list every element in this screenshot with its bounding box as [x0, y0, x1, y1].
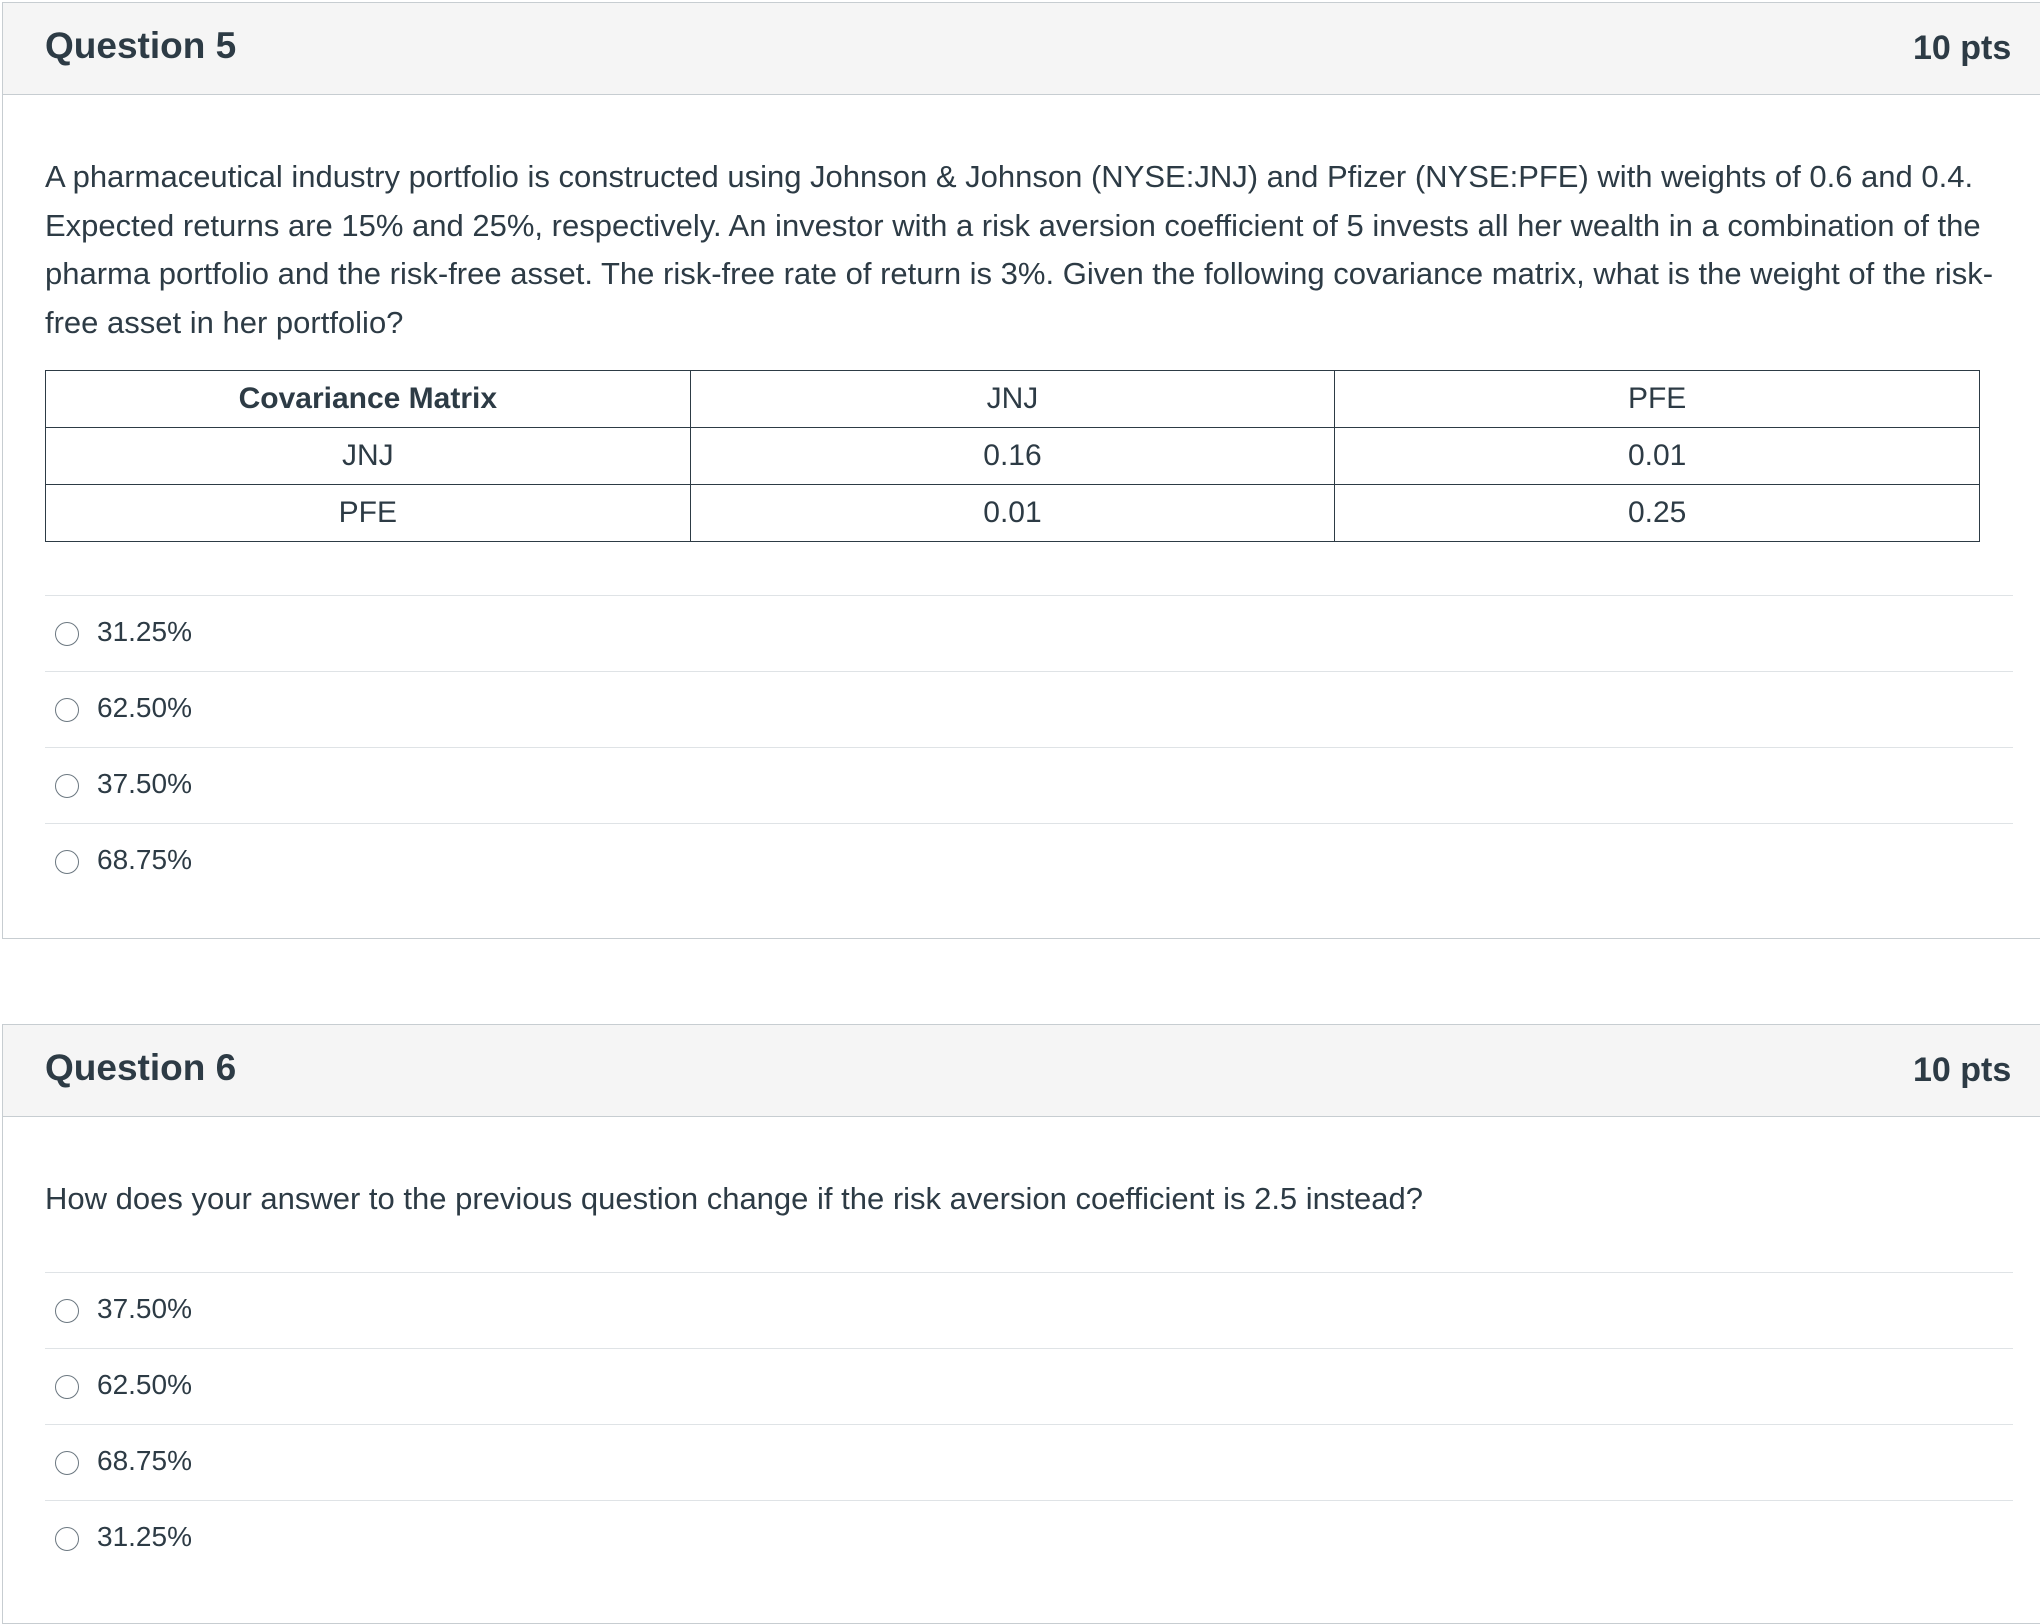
answer-label[interactable]: 31.25%	[97, 1521, 192, 1552]
radio-button[interactable]	[55, 1451, 79, 1475]
answer-option[interactable]	[45, 1500, 2013, 1576]
radio-button[interactable]	[55, 850, 79, 874]
table-cell: 0.16	[690, 428, 1335, 485]
radio-button[interactable]	[55, 1375, 79, 1399]
question-5-text: A pharmaceutical industry portfolio is constructed using Johnson & Johnson (NYSE:JNJ) and Pfizer (NYSE:PFE) with weights of 0.6 and 0.4. Expected returns are 15% and 25%, respectively. An investor with a risk aversion coefficient of 5 invests all her wealth in a combination of the pharma portfolio and the risk-free asset. The risk-free rate of return is 3%. Given the following covariance matrix, what is the weight of the risk-free asset in her portfolio?	[45, 159, 1994, 340]
question-6-text: How does your answer to the previous question change if the risk aversion coefficient is 2.5 instead?	[45, 1181, 1423, 1216]
table-header-row	[46, 371, 1980, 428]
answer-option[interactable]	[45, 1424, 2013, 1500]
radio-button[interactable]	[55, 1527, 79, 1551]
question-6-card	[2, 1024, 2040, 1624]
answer-option[interactable]	[45, 595, 2013, 671]
table-row	[46, 485, 1980, 542]
answer-option[interactable]	[45, 747, 2013, 823]
answer-label[interactable]: 37.50%	[97, 1293, 192, 1324]
answer-label[interactable]: 62.50%	[97, 1369, 192, 1400]
table-cell: PFE	[46, 485, 691, 542]
table-cell: JNJ	[46, 428, 691, 485]
radio-button[interactable]	[55, 1299, 79, 1323]
answer-label[interactable]: 68.75%	[97, 844, 192, 875]
answer-label[interactable]: 68.75%	[97, 1445, 192, 1476]
question-5-body	[45, 153, 2010, 347]
answer-option[interactable]	[45, 1348, 2013, 1424]
answer-option[interactable]	[45, 823, 2013, 899]
question-5-header	[3, 3, 2040, 95]
question-5-card	[2, 2, 2040, 939]
answer-option[interactable]	[45, 1272, 2013, 1348]
question-5-points: 10 pts	[1913, 29, 2012, 67]
table-row	[46, 428, 1980, 485]
table-cell: 0.25	[1335, 485, 1980, 542]
table-cell: 0.01	[690, 485, 1335, 542]
table-header-cell: JNJ	[690, 371, 1335, 428]
question-6-points: 10 pts	[1913, 1051, 2012, 1089]
question-5-title: Question 5	[45, 25, 237, 66]
question-6-body	[45, 1175, 2010, 1224]
answer-label[interactable]: 31.25%	[97, 616, 192, 647]
question-6-header	[3, 1025, 2040, 1117]
answer-label[interactable]: 37.50%	[97, 768, 192, 799]
radio-button[interactable]	[55, 774, 79, 798]
answer-label[interactable]: 62.50%	[97, 692, 192, 723]
table-cell: 0.01	[1335, 428, 1980, 485]
question-6-answers	[45, 1272, 2013, 1576]
table-header-cell: Covariance Matrix	[46, 371, 691, 428]
table-header-cell: PFE	[1335, 371, 1980, 428]
answer-option[interactable]	[45, 671, 2013, 747]
covariance-matrix-table	[45, 370, 1980, 542]
radio-button[interactable]	[55, 622, 79, 646]
radio-button[interactable]	[55, 698, 79, 722]
question-6-title: Question 6	[45, 1047, 237, 1088]
question-5-answers	[45, 595, 2013, 899]
